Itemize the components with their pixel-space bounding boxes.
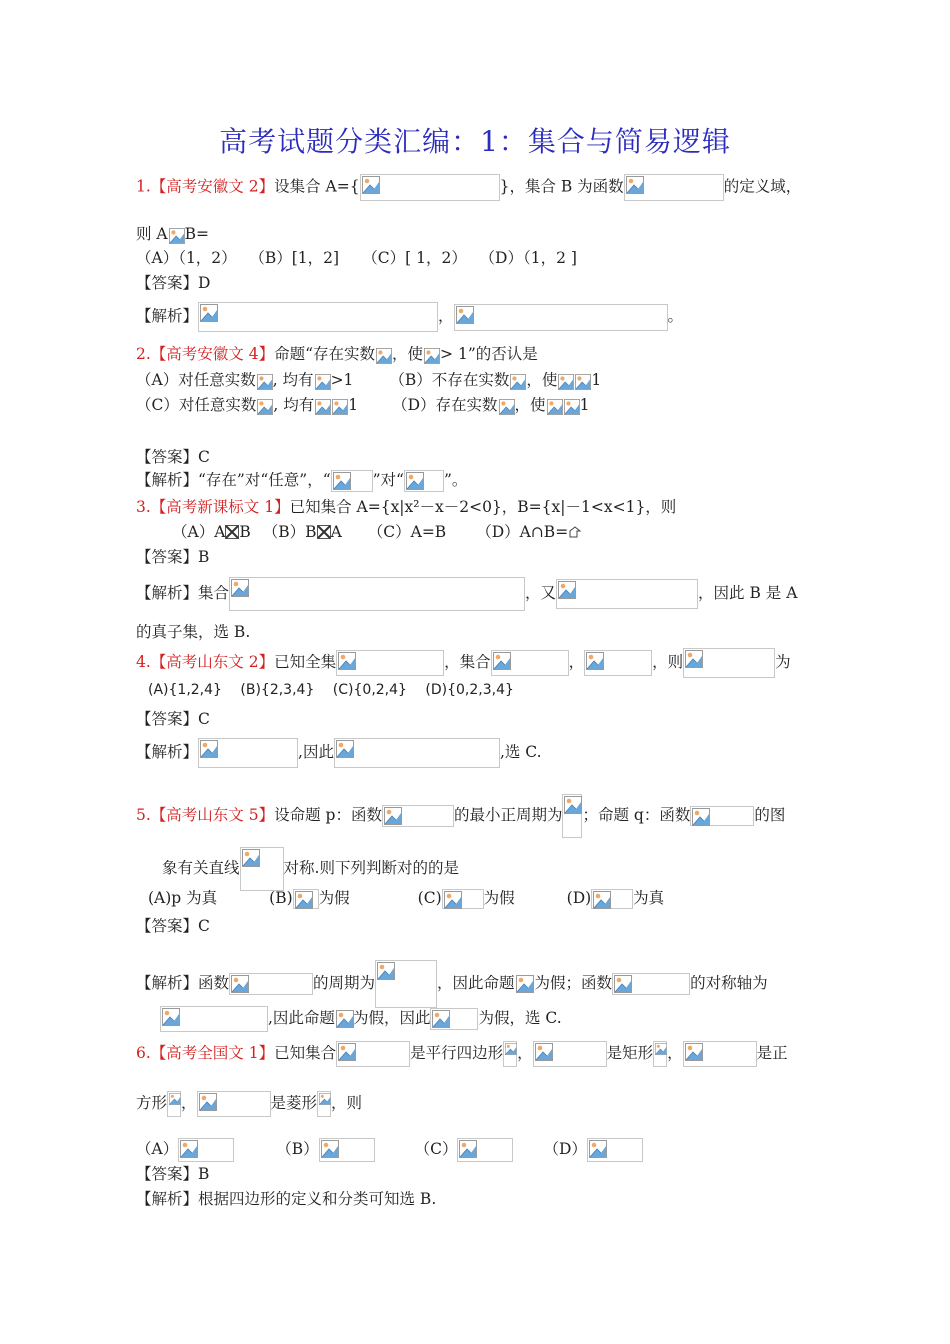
- question-6-answer: 【答案】B: [136, 1165, 210, 1183]
- option-text: ，使: [514, 396, 546, 414]
- option-text: B: [239, 523, 251, 541]
- question-3-analysis-line2: 的真子集，选 B.: [136, 623, 251, 641]
- stem-text: 是平行四边形: [410, 1044, 504, 1062]
- formula-image: [683, 1041, 757, 1067]
- question-source: 【高考安徽文 4】: [150, 345, 275, 363]
- broken-image-icon: [338, 652, 356, 670]
- formula-image: [404, 470, 444, 492]
- broken-image-icon: [499, 399, 515, 415]
- formula-image: [198, 738, 298, 768]
- question-source: 【高考安徽文 2】: [150, 177, 275, 196]
- question-number: 6.: [136, 1044, 151, 1062]
- formula-image: [375, 347, 392, 364]
- formula-image: [653, 1041, 667, 1067]
- formula-image: [454, 304, 668, 331]
- broken-image-icon: [162, 1008, 180, 1026]
- analysis-text: ”对“: [372, 471, 404, 489]
- question-6-options: [136, 1138, 643, 1162]
- broken-image-icon: [593, 891, 611, 909]
- option-text: 1: [579, 396, 590, 414]
- analysis-text: 【解析】“存在”对“任意”，“: [136, 471, 331, 489]
- broken-image-icon: [685, 650, 703, 668]
- option-text: 为假: [483, 889, 515, 907]
- broken-image-icon: [169, 228, 185, 244]
- option-text: (C): [417, 889, 442, 907]
- analysis-text: ，又: [525, 584, 557, 602]
- stem-text: ，: [181, 1094, 197, 1112]
- formula-image: [491, 650, 569, 676]
- broken-image-icon: [586, 652, 604, 670]
- empty-set-icon: [568, 525, 582, 539]
- broken-image-icon: [493, 652, 511, 670]
- question-4-analysis: [136, 738, 542, 768]
- question-3-analysis: [136, 577, 797, 611]
- stem-text: > 1”的否认是: [440, 345, 538, 363]
- broken-image-icon: [456, 306, 474, 324]
- option-text: （D）存在实数: [392, 396, 498, 414]
- option-text: （D）: [543, 1140, 587, 1158]
- broken-image-icon: [575, 374, 591, 390]
- stem-text: 象有关直线: [162, 859, 240, 877]
- formula-image: [168, 227, 185, 244]
- question-number: 5.: [136, 806, 151, 824]
- analysis-text: ,因此: [298, 743, 334, 761]
- question-source: 【高考新课标文 1】: [150, 498, 290, 516]
- stem-text: ，: [438, 307, 454, 325]
- broken-image-icon: [332, 399, 348, 415]
- question-number: 1.: [136, 177, 151, 196]
- formula-image: [591, 889, 633, 909]
- formula-image: [430, 1008, 478, 1030]
- analysis-text: 为假；函数: [534, 974, 613, 992]
- broken-image-icon: [510, 374, 526, 390]
- formula-image: [314, 373, 331, 390]
- broken-image-icon: [180, 1140, 198, 1158]
- question-source: 【高考山东文 5】: [150, 806, 275, 824]
- stem-text: 是正: [756, 1044, 788, 1062]
- formula-image: [546, 398, 563, 415]
- analysis-text: 的周期为: [313, 974, 376, 992]
- formula-image: [556, 579, 698, 609]
- formula-image: [562, 794, 582, 838]
- broken-image-icon: [333, 472, 351, 490]
- formula-image: [331, 398, 348, 415]
- formula-image: [335, 1009, 353, 1029]
- broken-image-icon: [626, 176, 644, 194]
- formula-image: [336, 1041, 410, 1067]
- question-5-analysis-line2: [160, 1006, 562, 1032]
- option-text: （D）A∩B=: [476, 523, 569, 541]
- formula-image: [574, 373, 591, 390]
- stem-text: ，则: [331, 1094, 363, 1112]
- stem-text: B=: [184, 225, 210, 243]
- option-text: （A）A: [172, 523, 226, 541]
- broken-image-icon: [257, 399, 273, 415]
- formula-image: [167, 1091, 181, 1117]
- broken-image-icon: [459, 1140, 477, 1158]
- formula-image: [533, 1041, 607, 1067]
- formula-image: [293, 889, 319, 909]
- option-text: （B）不存在实数: [389, 371, 510, 389]
- stem-text: 已知全集: [274, 653, 337, 671]
- formula-image: [423, 347, 440, 364]
- formula-image: [584, 650, 652, 676]
- stem-text: 方形: [136, 1094, 168, 1112]
- stem-text: 命题“存在实数: [274, 345, 376, 363]
- option-text: A: [330, 523, 342, 541]
- stem-text: }，集合 B 为函数: [499, 177, 624, 196]
- question-number: 3.: [136, 498, 151, 516]
- analysis-text: ，因此 B 是 A: [698, 584, 798, 602]
- stem-text: ，: [517, 1044, 533, 1062]
- analysis-text: ,选 C.: [499, 743, 542, 761]
- formula-image: [515, 974, 535, 994]
- formula-image: [375, 960, 437, 1008]
- formula-image: [503, 1041, 517, 1067]
- stem-text: 。: [667, 307, 684, 325]
- question-1-analysis: [136, 302, 683, 332]
- option-text: （B）B: [262, 523, 317, 541]
- question-3-options: [172, 522, 582, 542]
- stem-text: 的定义域，: [723, 177, 802, 196]
- stem-text: 对称.则下列判断对的的是: [283, 859, 459, 877]
- formula-image: [319, 1138, 375, 1162]
- formula-image: [334, 738, 500, 768]
- analysis-label: 【解析】: [136, 307, 199, 325]
- broken-image-icon: [505, 1043, 517, 1055]
- broken-image-icon: [564, 399, 580, 415]
- option-text: （C）A=B: [367, 523, 447, 541]
- question-2-analysis: [136, 470, 467, 492]
- broken-image-icon: [564, 796, 582, 814]
- broken-image-icon: [547, 399, 563, 415]
- question-1-stem: [136, 174, 801, 201]
- question-6-stem-line2: [136, 1091, 362, 1117]
- broken-image-icon: [614, 975, 632, 993]
- formula-image: [317, 1091, 331, 1117]
- broken-image-icon: [589, 1140, 607, 1158]
- option-text: >1: [330, 371, 354, 389]
- question-5-stem-line2: [162, 847, 459, 891]
- formula-image: [197, 1091, 271, 1117]
- stem-text: ，则: [652, 653, 684, 671]
- broken-image-icon: [319, 1093, 331, 1105]
- formula-image: [229, 577, 525, 611]
- broken-image-icon: [535, 1043, 553, 1061]
- analysis-text: ”。: [443, 471, 468, 489]
- formula-image: [178, 1138, 234, 1162]
- option-text: （C）: [414, 1140, 458, 1158]
- stem-text: 为: [775, 653, 791, 671]
- stem-text: 的最小正周期为: [453, 806, 563, 824]
- question-number: 2.: [136, 345, 151, 363]
- option-text: (A)p 为真: [148, 889, 218, 907]
- formula-image: [198, 302, 438, 332]
- question-4-stem: [136, 648, 791, 678]
- question-3-stem: [136, 497, 676, 517]
- option-text: （A）对任意实数: [136, 371, 256, 389]
- stem-text: 设集合 A={: [274, 177, 360, 196]
- broken-image-icon: [424, 348, 440, 364]
- question-number: 4.: [136, 653, 151, 671]
- question-3-answer: 【答案】B: [136, 548, 210, 566]
- formula-image: [498, 398, 515, 415]
- option-text: , 均有: [273, 396, 315, 414]
- question-4-answer: 【答案】C: [136, 710, 210, 728]
- question-2-answer: 【答案】C: [136, 448, 210, 466]
- analysis-text: ,因此命题: [268, 1009, 335, 1027]
- question-1-options: （A）（1，2） （B）[1，2] （C）[ 1，2） （D）（1，2 ]: [136, 249, 577, 267]
- stem-text: 已知集合 A={x|x²－x－2<0}，B={x|－1<x<1}，则: [289, 498, 677, 516]
- broken-image-icon: [231, 975, 249, 993]
- broken-image-icon: [558, 374, 574, 390]
- formula-image: [457, 1138, 513, 1162]
- formula-image: [256, 373, 273, 390]
- formula-image: [587, 1138, 643, 1162]
- broken-image-icon: [336, 740, 354, 758]
- question-source: 【高考山东文 2】: [150, 653, 275, 671]
- stem-text: 则 A: [136, 225, 168, 243]
- option-text: （A）: [136, 1140, 179, 1158]
- formula-image: [612, 973, 690, 995]
- option-text: 1: [348, 396, 359, 414]
- question-5-stem: [136, 794, 785, 838]
- broken-image-icon: [336, 1010, 354, 1028]
- broken-image-icon: [338, 1043, 356, 1061]
- formula-image: [229, 973, 313, 995]
- broken-image-icon: [257, 374, 273, 390]
- stem-text: ，使: [392, 345, 424, 363]
- broken-image-icon: [200, 740, 218, 758]
- broken-image-icon: [406, 472, 424, 490]
- broken-image-icon: [558, 581, 576, 599]
- stem-text: ；命题 q：函数: [582, 806, 691, 824]
- broken-image-icon: [200, 304, 218, 322]
- broken-image-icon: [655, 1043, 667, 1055]
- option-text: (D): [566, 889, 592, 907]
- formula-image: [360, 174, 500, 201]
- broken-image-icon: [242, 849, 260, 867]
- option-text: 为假: [318, 889, 350, 907]
- formula-image: [240, 847, 284, 891]
- option-text: , 均有: [272, 371, 314, 389]
- analysis-text: 为假，选 C.: [478, 1009, 562, 1027]
- broken-image-icon: [377, 962, 395, 980]
- formula-image: [331, 470, 373, 492]
- analysis-text: ，因此命题: [437, 974, 515, 992]
- formula-image: [442, 889, 484, 909]
- question-5-options: [148, 888, 664, 909]
- broken-image-icon: [376, 348, 392, 364]
- formula-image: [382, 805, 454, 827]
- formula-image: [683, 648, 775, 678]
- formula-image: [314, 398, 331, 415]
- question-5-answer: 【答案】C: [136, 917, 210, 935]
- stem-text: ，: [568, 653, 585, 671]
- stem-text: 设命题 p：函数: [274, 806, 382, 824]
- question-1-answer: 【答案】D: [136, 274, 211, 292]
- broken-image-icon: [362, 176, 380, 194]
- formula-image: [624, 174, 724, 201]
- question-2-stem: [136, 344, 538, 364]
- broken-image-icon: [384, 807, 402, 825]
- page-title: 高考试题分类汇编：1：集合与简易逻辑: [219, 125, 731, 158]
- broken-image-icon: [169, 1093, 181, 1105]
- option-text: ，使: [526, 371, 558, 389]
- formula-image: [160, 1006, 268, 1032]
- option-text: 为真: [633, 889, 665, 907]
- broken-image-icon: [321, 1140, 339, 1158]
- stem-text: ，: [667, 1044, 683, 1062]
- option-text: （B）: [276, 1140, 319, 1158]
- formula-image: [563, 398, 580, 415]
- broken-image-icon: [685, 1043, 703, 1061]
- broken-image-icon: [315, 399, 331, 415]
- formula-image: [336, 650, 444, 676]
- analysis-text: 【解析】: [136, 743, 199, 761]
- question-1-stem-line2: [136, 224, 209, 244]
- subset-symbol-icon: [225, 525, 239, 539]
- broken-image-icon: [315, 374, 331, 390]
- question-5-analysis: [136, 960, 768, 1008]
- question-6-stem: [136, 1041, 788, 1067]
- option-text: (B): [269, 889, 293, 907]
- option-text: （C）对任意实数: [136, 396, 257, 414]
- question-source: 【高考全国文 1】: [150, 1044, 275, 1062]
- stem-text: ，集合: [444, 653, 491, 671]
- broken-image-icon: [199, 1093, 217, 1111]
- broken-image-icon: [295, 891, 313, 909]
- analysis-text: 【解析】集合: [136, 584, 230, 602]
- analysis-text: 的对称轴为: [690, 974, 768, 992]
- broken-image-icon: [432, 1010, 450, 1028]
- stem-text: 的图: [754, 806, 786, 824]
- broken-image-icon: [444, 891, 462, 909]
- subset-symbol-icon: [317, 525, 331, 539]
- formula-image: [509, 373, 526, 390]
- broken-image-icon: [231, 579, 249, 597]
- formula-image: [256, 398, 273, 415]
- stem-text: 是矩形: [606, 1044, 654, 1062]
- formula-image: [557, 373, 574, 390]
- question-2-options-row1: [136, 370, 601, 390]
- broken-image-icon: [516, 975, 534, 993]
- question-2-options-row2: [136, 395, 589, 415]
- stem-text: 是菱形: [270, 1094, 318, 1112]
- option-text: 1: [591, 371, 602, 389]
- analysis-text: 为假，因此: [352, 1009, 431, 1027]
- question-4-options: (A){1,2,4} (B){2,3,4} (C){0,2,4} (D){0,2,3,4}: [148, 682, 514, 698]
- stem-text: 已知集合: [274, 1044, 337, 1062]
- question-6-analysis: 【解析】根据四边形的定义和分类可知选 B.: [136, 1190, 437, 1208]
- analysis-text: 【解析】函数: [136, 974, 230, 992]
- formula-image: [690, 806, 754, 826]
- broken-image-icon: [692, 808, 710, 826]
